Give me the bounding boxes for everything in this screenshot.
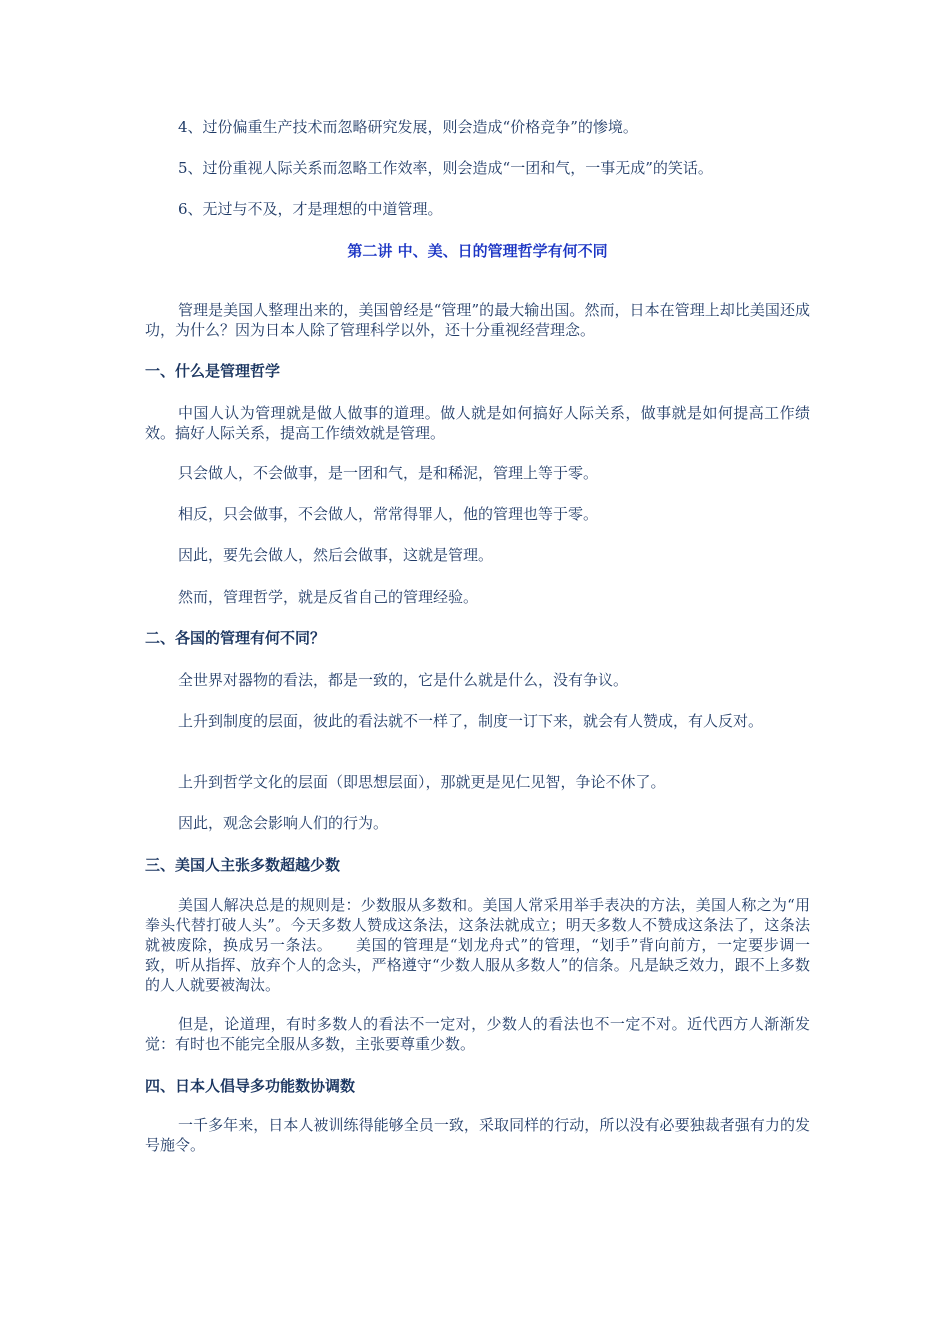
section-heading-3: 三、美国人主张多数超越少数 — [145, 856, 341, 874]
section-1-paragraph-3: 相反，只会做事，不会做人，常常得罪人，他的管理也等于零。 — [178, 505, 599, 523]
section-heading-1: 一、什么是管理哲学 — [145, 362, 281, 380]
section-heading-2: 二、各国的管理有何不同？ — [145, 629, 326, 647]
section-2-paragraph-2: 上升到制度的层面，彼此的看法就不一样了，制度一订下来，就会有人赞成，有人反对。 — [178, 712, 764, 730]
section-3-paragraph-1: 美国人解决总是的规则是：少数服从多数和。美国人常采用举手表决的方法，美国人称之为“用拳头代替打破人头”。今天多数人赞成这条法，这条法就成立；明天多数人不赞成这条法了，这条法就被废除，换成另一条法。 美国的管理是“划龙舟式”的管理，“划手”背向前方，一定要步调一致，听从指挥、放弃个人的念头，严格遵守“少数人服从多数人”的信条。凡是缺乏效力，跟不上多数的人人就要被淘汰。 — [145, 896, 810, 994]
section-3-paragraph-2: 但是，论道理，有时多数人的看法不一定对，少数人的看法也不一定不对。近代西方人渐渐发觉：有时也不能完全服从多数，主张要尊重少数。 — [145, 1015, 810, 1053]
section-2-paragraph-4: 因此，观念会影响人们的行为。 — [178, 814, 389, 832]
section-2-paragraph-3: 上升到哲学文化的层面（即思想层面），那就更是见仁见智，争论不休了。 — [178, 773, 666, 791]
intro-paragraph: 管理是美国人整理出来的，美国曾经是“管理”的最大输出国。然而，日本在管理上却比美国还成功，为什么？因为日本人除了管理科学以外，还十分重视经营理念。 — [145, 301, 810, 339]
paragraph-item-6: 6、无过与不及，才是理想的中道管理。 — [178, 200, 443, 218]
section-heading-4: 四、日本人倡导多功能数协调数 — [145, 1077, 356, 1095]
paragraph-item-5: 5、过份重视人际关系而忽略工作效率，则会造成“一团和气，一事无成”的笑话。 — [178, 159, 713, 177]
section-1-paragraph-1: 中国人认为管理就是做人做事的道理。做人就是如何搞好人际关系，做事就是如何提高工作绩效。搞好人际关系，提高工作绩效就是管理。 — [145, 404, 810, 442]
paragraph-item-4: 4、过份偏重生产技术而忽略研究发展，则会造成“价格竞争”的惨境。 — [178, 118, 638, 136]
section-1-paragraph-5: 然而，管理哲学，就是反省自己的管理经验。 — [178, 588, 479, 606]
section-4-paragraph-1: 一千多年来，日本人被训练得能够全员一致，采取同样的行动，所以没有必要独裁者强有力的发号施令。 — [145, 1116, 810, 1154]
section-1-paragraph-2: 只会做人，不会做事，是一团和气，是和稀泥，管理上等于零。 — [178, 464, 599, 482]
section-1-paragraph-4: 因此，要先会做人，然后会做事，这就是管理。 — [178, 546, 494, 564]
lecture-title: 第二讲 中、美、日的管理哲学有何不同 — [347, 242, 608, 260]
section-2-paragraph-1: 全世界对器物的看法，都是一致的，它是什么就是什么，没有争议。 — [178, 671, 629, 689]
